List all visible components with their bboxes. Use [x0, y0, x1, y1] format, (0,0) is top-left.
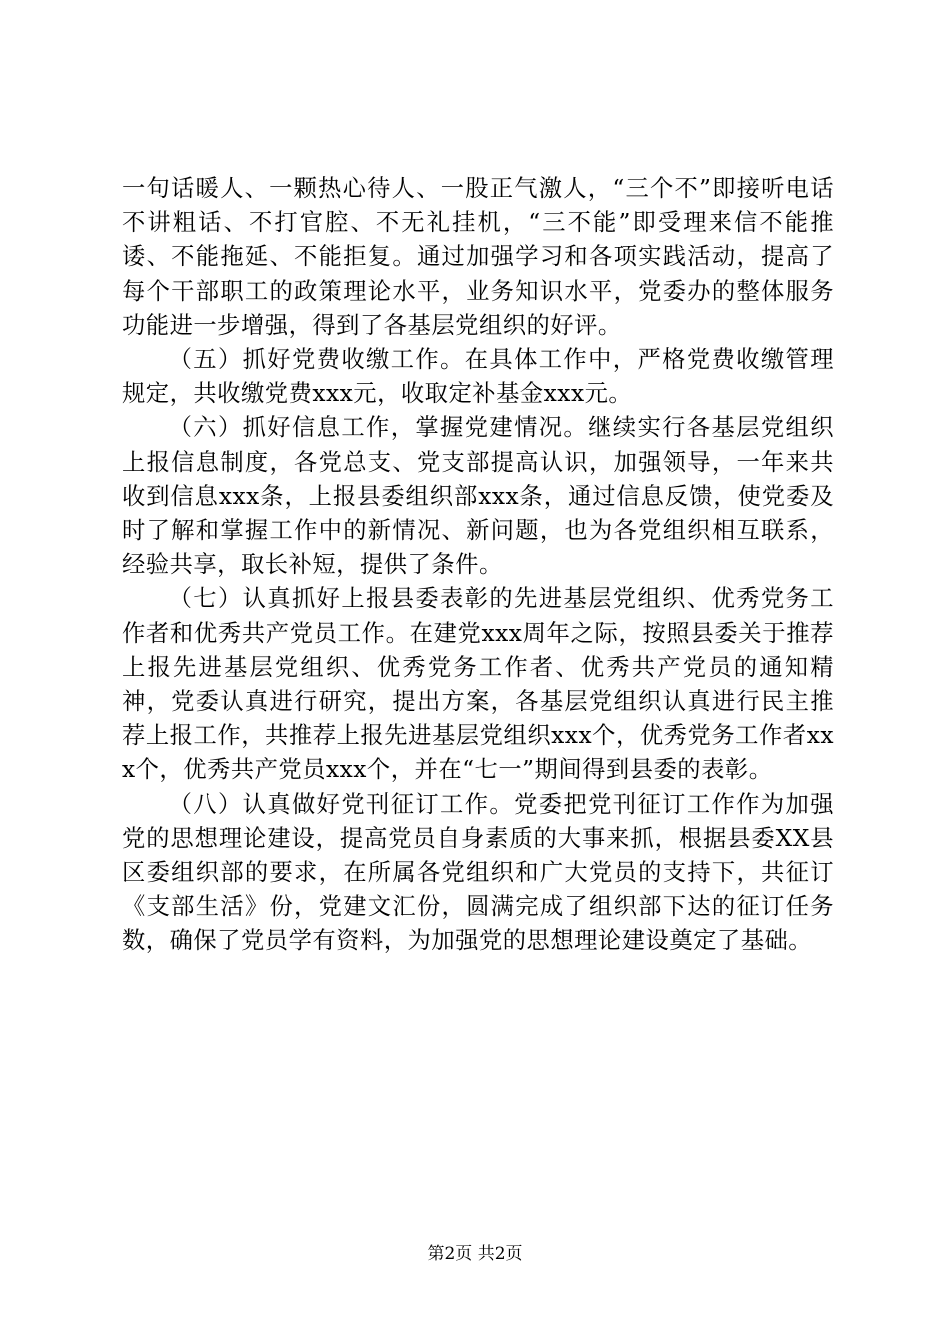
paragraph-periodical-subscription: （八）认真做好党刊征订工作。党委把党刊征订工作作为加强党的思想理论建设，提高党员自身素质的大事来抓，根据县委XX县区委组织部的要求，在所属各党组织和广大党员的支持下，共征订《支部生活》份，党建文汇份，圆满完成了组织部下达的征订任务数，确保了党员学有资料，为加强党的思想理论建设奠定了基础。	[122, 790, 834, 955]
paragraph-information-work: （六）抓好信息工作，掌握党建情况。继续实行各基层党组织上报信息制度，各党总支、党支部提高认识，加强领导，一年来共收到信息xxx条，上报县委组织部xxx条，通过信息反馈，使党委及时了解和掌握工作中的新情况、新问题，也为各党组织相互联系，经验共享，取长补短，提供了条件。	[122, 414, 834, 579]
paragraph-continuation: 一句话暖人、一颗热心待人、一股正气激人，“三个不”即接听电话不讲粗话、不打官腔、不无礼挂机，“三不能”即受理来信不能推诿、不能拖延、不能拒复。通过加强学习和各项实践活动，提高了每个干部职工的政策理论水平，业务知识水平，党委办的整体服务功能进一步增强，得到了各基层党组织的好评。	[122, 175, 834, 339]
page-number-footer: 第2页 共2页	[427, 1244, 523, 1264]
paragraph-party-dues: （五）抓好党费收缴工作。在具体工作中，严格党费收缴管理规定，共收缴党费xxx元，收取定补基金xxx元。	[122, 346, 834, 408]
document-body	[122, 172, 834, 959]
paragraph-commendation: （七）认真抓好上报县委表彰的先进基层党组织、优秀党务工作者和优秀共产党员工作。在建党xxx周年之际，按照县委关于推荐上报先进基层党组织、优秀党务工作者、优秀共产党员的通知精神，党委认真进行研究，提出方案，各基层党组织认真进行民主推荐上报工作，共推荐上报先进基层党组织xxx个，优秀党务工作者xxx个，优秀共产党员xxx个，并在“七一”期间得到县委的表彰。	[122, 585, 834, 784]
